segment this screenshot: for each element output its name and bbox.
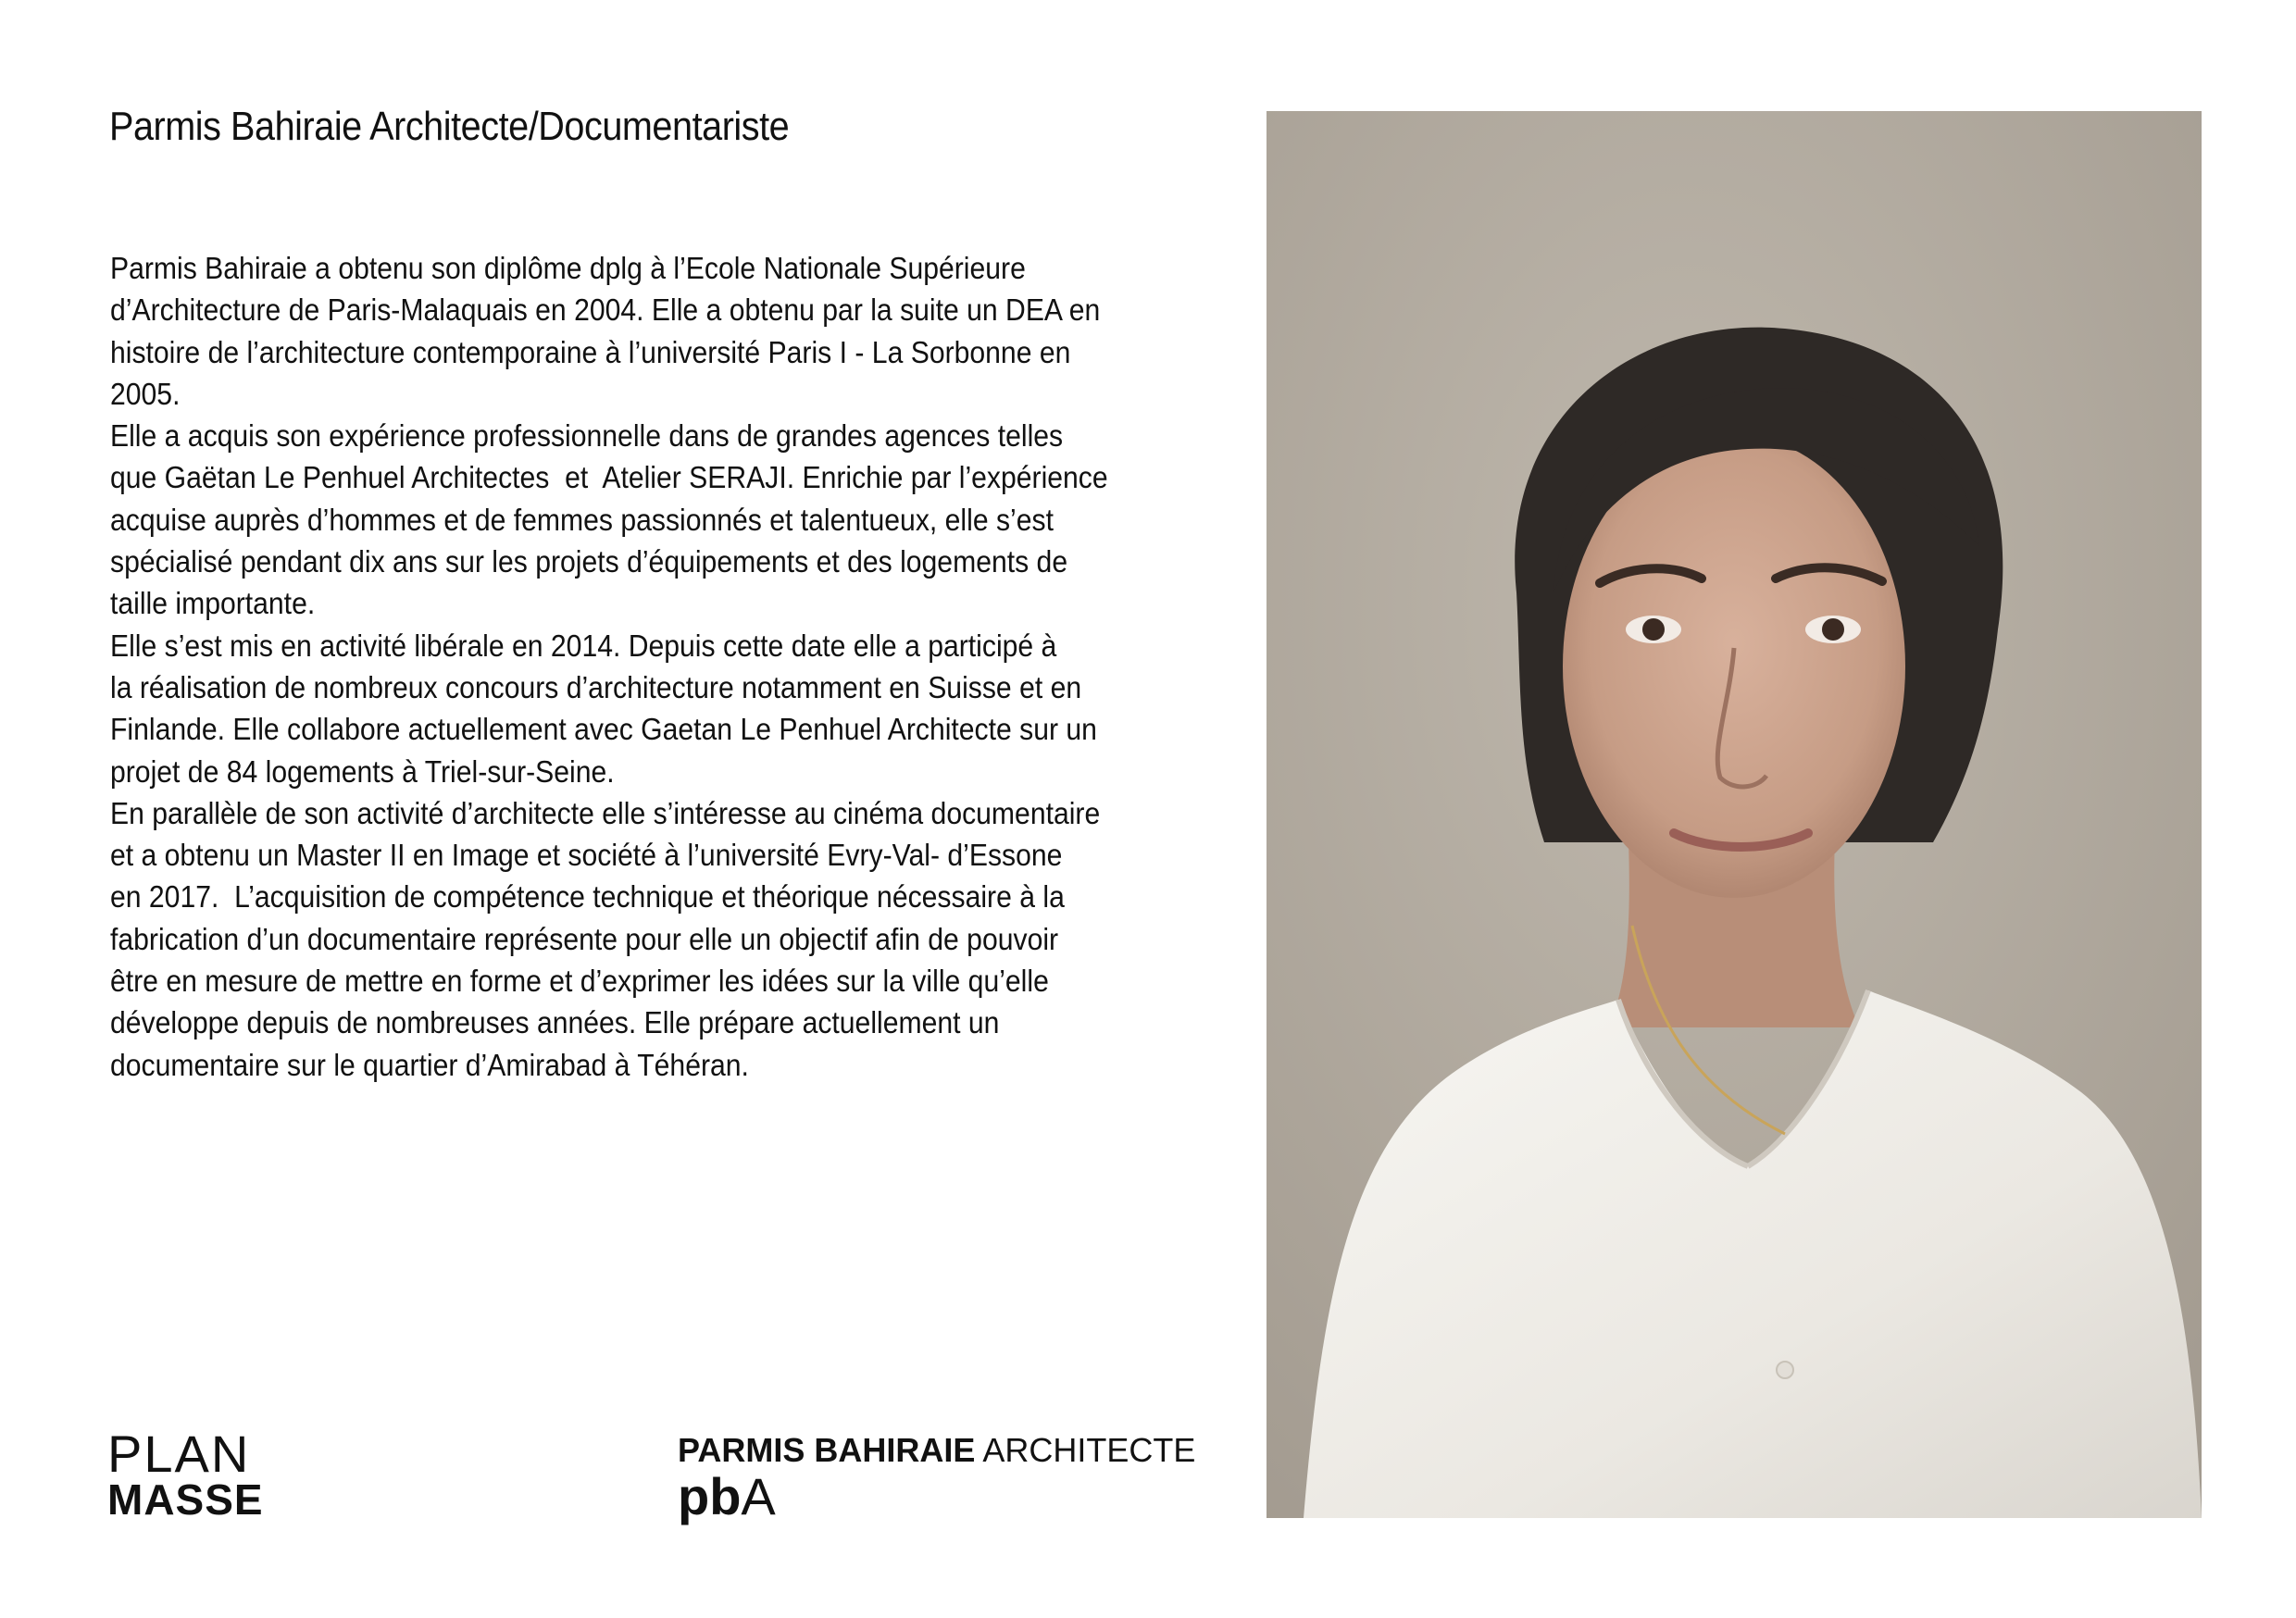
bio-line: En parallèle de son activité d’architecte elle s’intéresse au cinéma documentaire (110, 796, 1101, 831)
bio-line: que Gaëtan Le Penhuel Architectes et Atelier SERAJI. Enrichie par l’expérience (110, 461, 1108, 496)
bio-line: d’Architecture de Paris-Malaquais en 2004. Elle a obtenu par la suite un DEA en (110, 293, 1101, 329)
portrait-photo (1267, 111, 2202, 1518)
bio-line: Parmis Bahiraie a obtenu son diplôme dplg à l’Ecole Nationale Supérieure (110, 252, 1026, 286)
bio-line: fabrication d’un documentaire représente pour elle un objectif afin de pouvoir (110, 922, 1059, 957)
bio-line: acquise auprès d’hommes et de femmes passionnés et talentueux, elle s’est (110, 503, 1054, 538)
plan-masse-logo-line2: MASSE (107, 1475, 264, 1524)
bio-line: projet de 84 logements à Triel-sur-Seine. (110, 754, 615, 790)
pba-logo-name (678, 1432, 1195, 1469)
bio-line: être en mesure de mettre en forme et d’exprimer les idées sur la ville qu’elle (110, 965, 1049, 1000)
bio-line: 2005. (110, 377, 181, 412)
bio-line: histoire de l’architecture contemporaine à l’université Paris I - La Sorbonne en (110, 335, 1071, 370)
pba-logo-name-bold: PARMIS BAHIRAIE (678, 1431, 976, 1469)
bio-line: et a obtenu un Master II en Image et société à l’université Evry-Val- d’Essone (110, 839, 1063, 874)
page-title: Parmis Bahiraie Architecte/Documentariste (109, 104, 790, 149)
pba-logo-monogram (678, 1467, 1195, 1525)
bio-line: taille importante. (110, 587, 316, 622)
bio-line: Finlande. Elle collabore actuellement avec Gaetan Le Penhuel Architecte sur un (110, 713, 1097, 748)
bio-line: en 2017. L’acquisition de compétence technique et théorique nécessaire à la (110, 880, 1065, 915)
biography-text (110, 248, 1140, 1087)
pba-logo-monogram-regular: A (741, 1467, 776, 1525)
plan-masse-logo-line1: PLAN (107, 1425, 251, 1483)
bio-line: documentaire sur le quartier d’Amirabad à Téhéran. (110, 1048, 749, 1083)
pba-logo (678, 1432, 1195, 1523)
bio-line: Elle s’est mis en activité libérale en 2014. Depuis cette date elle a participé à (110, 629, 1057, 664)
plan-masse-logo (107, 1425, 264, 1524)
bio-line: la réalisation de nombreux concours d’architecture notamment en Suisse et en (110, 670, 1082, 705)
bio-line: spécialisé pendant dix ans sur les projets d’équipements et des logements de (110, 545, 1068, 580)
pba-logo-monogram-bold: pb (678, 1467, 742, 1525)
portrait-illustration (1267, 111, 2202, 1518)
bio-line: développe depuis de nombreuses années. Elle prépare actuellement un (110, 1006, 1000, 1041)
pba-logo-name-regular: ARCHITECTE (975, 1431, 1196, 1469)
bio-line: Elle a acquis son expérience professionnelle dans de grandes agences telles (110, 419, 1064, 454)
